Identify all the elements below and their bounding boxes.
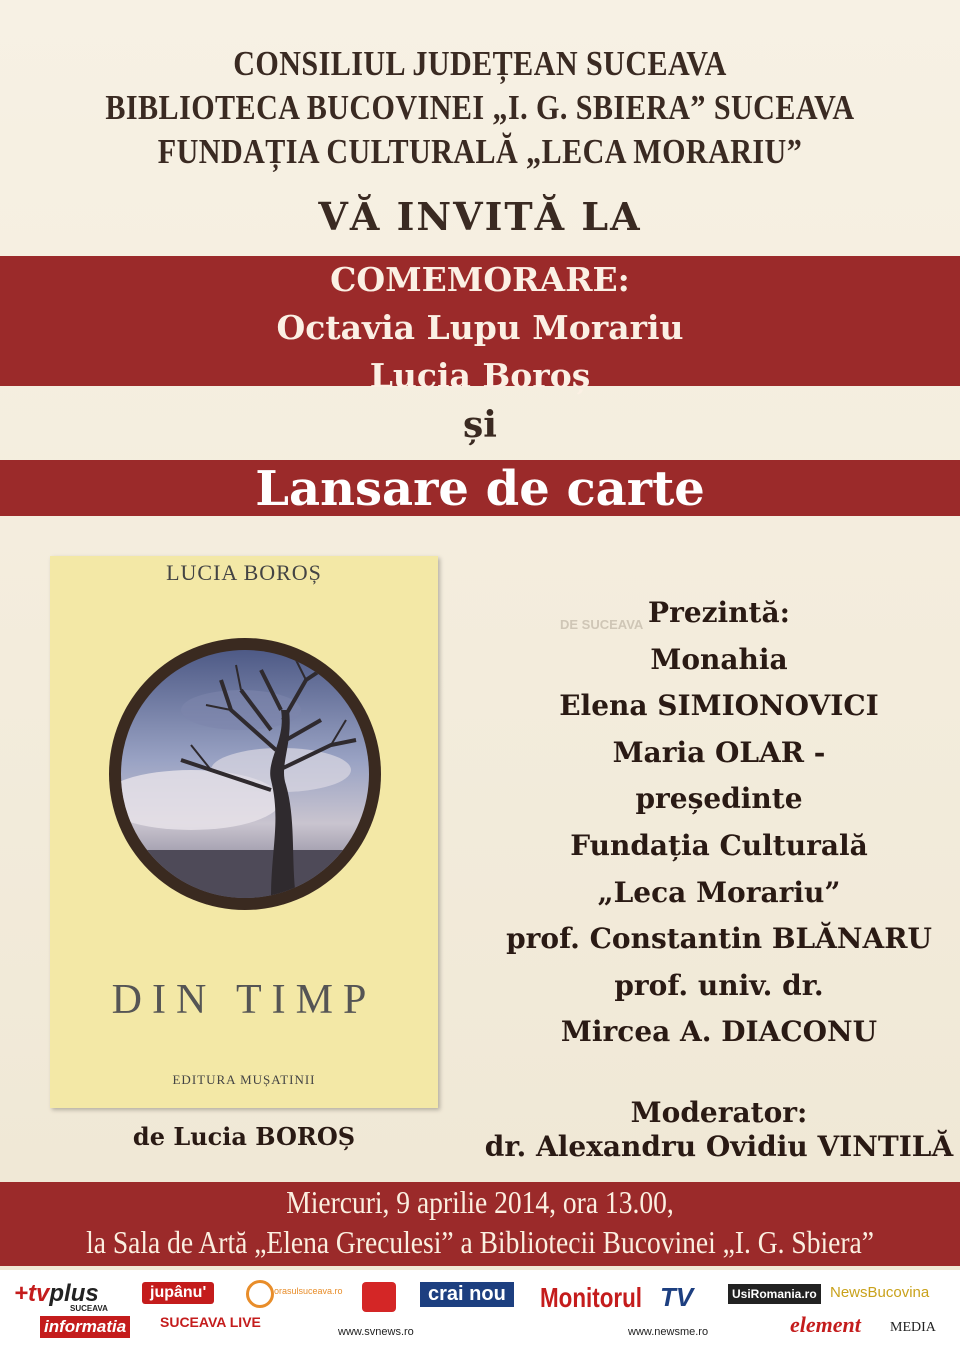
commemoration-name-1: Octavia Lupu Morariu [276, 308, 684, 347]
watermark: DE SUCEAVA [560, 617, 644, 632]
tree-painting-medallion [109, 638, 381, 910]
presenter-line: prof. Constantin BLĂNARU [506, 922, 932, 956]
element-media-label: MEDIA [890, 1320, 936, 1335]
event-venue: la Sala de Artă „Elena Greculesi” a Bibliotecii Bucovinei „I. G. Sbiera” [86, 1224, 874, 1260]
tv-logo: TV [660, 1282, 694, 1312]
book-cover-title: DIN TIMP [111, 977, 377, 1023]
book-cover-author: LUCIA BOROȘ [166, 560, 322, 585]
sponsor-logos [0, 1270, 960, 1348]
tv-channel-icon [362, 1282, 396, 1312]
book-cover-publisher: EDITURA MUȘATINII [172, 1072, 316, 1087]
conjunction: și [463, 404, 497, 446]
orasul-suceava-logo: orasulsuceava.ro [274, 1286, 343, 1296]
book-cover [50, 556, 438, 1108]
tree-painting-image [121, 650, 369, 898]
informatia-logo: informatia [40, 1316, 130, 1338]
moderator-block [480, 1096, 958, 1164]
org-line-library: BIBLIOTECA BUCOVINEI „I. G. SBIERA” SUCEAVA [105, 88, 855, 127]
presenter-line: prof. univ. dr. [614, 968, 824, 1002]
book-launch-band: Lansare de carte [0, 460, 960, 516]
tvplus-logo: +tvplus [14, 1280, 99, 1307]
presenter-line: Monahia [650, 642, 788, 676]
commemoration-band [0, 256, 960, 395]
element-logo: element [790, 1312, 861, 1337]
book-byline: de Lucia BOROȘ [132, 1122, 356, 1151]
usiromania-logo: UsiRomania.ro [728, 1284, 821, 1304]
monitorul-logo: Monitorul [540, 1282, 643, 1313]
invite-heading: VĂ INVITĂ LA [318, 194, 642, 239]
event-date-time: Miercuri, 9 aprilie 2014, ora 13.00, [286, 1184, 674, 1220]
org-line-foundation: FUNDAȚIA CULTURALĂ „LECA MORARIU” [157, 132, 803, 171]
newsme-url: www.newsme.ro [628, 1326, 709, 1338]
event-details-band [0, 1182, 960, 1266]
jupanu-logo: jupânu' [142, 1282, 214, 1304]
newsbucovina-logo: NewsBucovina [830, 1284, 930, 1301]
presenters-block [480, 590, 958, 1056]
presenter-line: președinte [635, 782, 803, 816]
orasul-suceava-icon [246, 1280, 274, 1308]
tvplus-city: SUCEAVA [70, 1304, 108, 1313]
moderator-name: dr. Alexandru Ovidiu VINTILĂ [484, 1130, 954, 1163]
presenter-line: Elena SIMIONOVICI [559, 689, 879, 723]
presenter-line: Mircea A. DIACONU [560, 1015, 878, 1049]
presenter-line: Maria OLAR - [612, 735, 826, 769]
svnews-url: www.svnews.ro [338, 1326, 414, 1338]
moderator-label: Moderator: [630, 1096, 808, 1129]
org-line-county-council: CONSILIUL JUDEȚEAN SUCEAVA [233, 44, 727, 83]
presenter-line: Fundația Culturală [570, 828, 868, 862]
presenter-line: „Leca Morariu” [597, 875, 841, 909]
crai-nou-logo: crai nou [420, 1282, 514, 1307]
tv-plus-icon: +tv [14, 1280, 50, 1307]
suceavalive-logo: SUCEAVA LIVE [160, 1314, 261, 1330]
commemoration-name-2: Lucia Boroș [369, 356, 591, 395]
presenters-label: Prezintă: [648, 596, 790, 629]
commemoration-label: COMEMORARE: [330, 260, 630, 299]
